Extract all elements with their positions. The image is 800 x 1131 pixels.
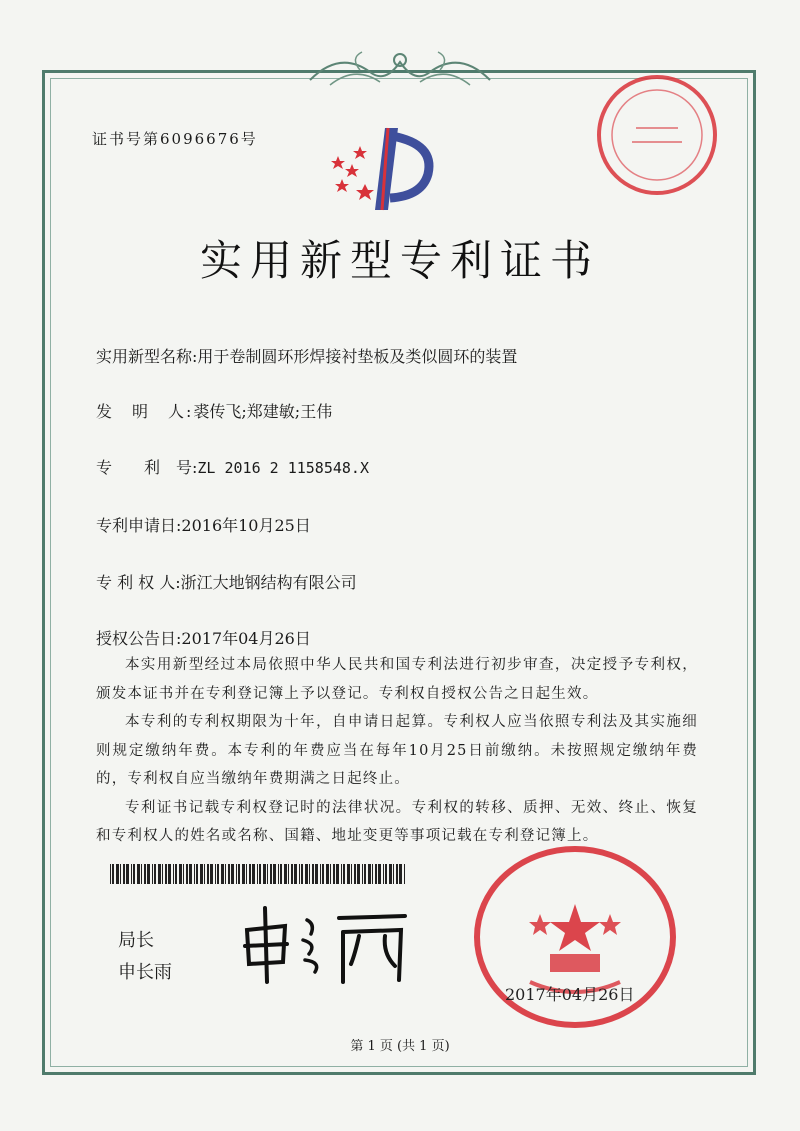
director-signature-icon (235, 900, 415, 990)
field-label: 授权公告日: (96, 629, 182, 648)
field-label: 专利申请日: (96, 516, 182, 535)
field-value: 裘传飞;郑建敏;王伟 (193, 402, 333, 421)
cnipa-logo-icon (330, 124, 440, 214)
certificate-title: 实用新型专利证书 (199, 236, 600, 285)
application-date-field (96, 513, 311, 536)
body-paragraph: 本专利的专利权期限为十年，自申请日起算。专利权人应当依照专利法及其实施细则规定缴纳年费。本专利的年费应当在每年10月25日前缴纳。未按照规定缴纳年费的，专利权自应当缴纳年费期满之日起终止。 (96, 714, 698, 787)
director-name: 申长雨 (118, 962, 172, 983)
utility-model-name-field (96, 344, 517, 367)
page-footer: 第 1 页 (共 1 页) (350, 1039, 450, 1054)
field-value: ZL 2016 2 1158548.X (197, 459, 369, 477)
certificate-body (96, 651, 698, 851)
tax-seal-icon (592, 70, 722, 200)
field-label: 专 利 号: (96, 458, 198, 477)
patent-number-field (96, 455, 369, 478)
inventor-field (96, 399, 332, 422)
issue-date: 2017年04月26日 (505, 985, 635, 1004)
body-paragraph: 本实用新型经过本局依照中华人民共和国专利法进行初步审查，决定授予专利权，颁发本证书并在专利登记簿上予以登记。专利权自授权公告之日起生效。 (96, 657, 698, 702)
field-value: 2017年04月26日 (181, 629, 311, 648)
field-value: 用于卷制圆环形焊接衬垫板及类似圆环的装置 (197, 347, 518, 366)
field-label: 实用新型名称: (96, 347, 198, 366)
director-title: 局长 (118, 930, 154, 951)
field-value: 浙江大地钢结构有限公司 (180, 573, 357, 592)
announcement-date-field (96, 626, 311, 649)
body-paragraph: 专利证书记载专利权登记时的法律状况。专利权的转移、质押、无效、终止、恢复和专利权人的姓名或名称、国籍、地址变更等事项记载在专利登记簿上。 (96, 799, 698, 844)
field-label: 专 利 权 人: (96, 573, 181, 592)
field-value: 2016年10月25日 (181, 516, 311, 535)
patentee-field (96, 570, 357, 593)
field-label: 发 明 人: (96, 402, 194, 421)
top-ornament-icon (300, 40, 500, 100)
barcode-icon (110, 864, 410, 884)
certificate-number: 证书号第6096676号 (92, 130, 258, 148)
